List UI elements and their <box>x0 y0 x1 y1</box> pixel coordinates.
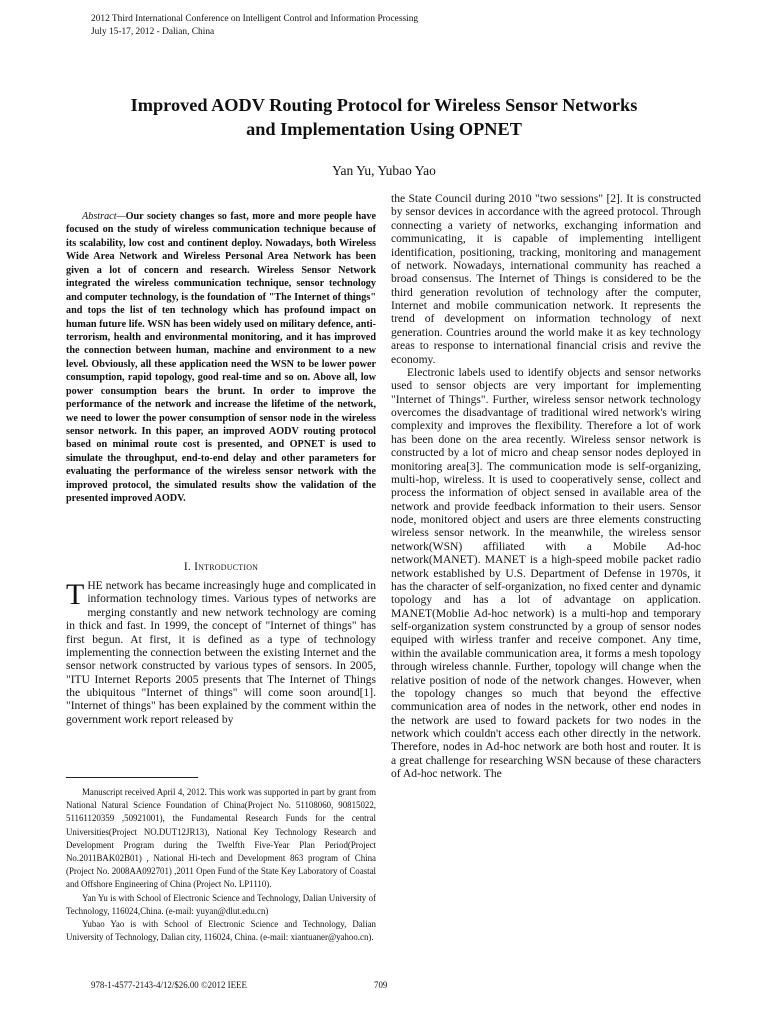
footnote-manuscript: Manuscript received April 4, 2012. This work was supported in part by grant from National Natural Science Foundation of China(Project No. 51108060, 90815022, 51161120359 ,50921001), the Fundamental Research Funds for the central Universities(Project NO.DUT12JR13), National Key Technology Research and Development Program during the Twelfth Five-Year Plan Period(Project No.2011BAK02B01) , National Hi-tech and Development 863 program of China (Project No. 2008AA092701) ,2011 Open Fund of the State Key Laboratory of Coastal and Offshore Engineering of China (Project No. LP1110). <box>66 787 376 890</box>
paragraph-2: Electronic labels used to identify objects and sensor networks used to sensor objects are very important for implementing "Internet of Things". Further, wireless sensor network technology overcomes the disadvantage of traditional wired network's wiring complexity and improves the flexibility. Therefore a lot of work has been done on the area recently. Wireless sensor network is constructed by a lot of micro and cheap sensor nodes deployed in monitoring area[3]. The communication mode is self-organizing, multi-hop, wireless. It is used to cooperatively sense, collect and process the information of object sensed in available area of the network and provide feedback information to their users. Sensor node, monitored object and users are three elements constructing wireless sensor network. In the meanwhile, the wireless sensor network(WSN) affiliated with a Mobile Ad-hoc network(MANET). MANET is a high-speed mobile packet radio network established by U.S. Department of Defense in 1970s, it has the character of self-organization, no fixed center and dynamic topology and has a lot of advantage on application. MANET(Moblie Ad-hoc network) is a multi-hop and temporary self-organization system construncted by a group of sensor nodes equiped with wirless tranfer and receive componet. Any time, within the available communication area, it forms a mesh topology through wireless channle. Further, topology will change when the relative position of node of the network changes. However, when the topology changes so much that beyond the effective communication area of nodes in the network, other end nodes in the network are used to foward packets for two nodes in the network which couldn't access each other directly in the network. Therefore, nodes in Ad-hoc network are both host and router. It is a great challenge for researching WSN because of these characters of Ad-hoc network. The <box>391 366 701 781</box>
drop-cap: T <box>66 578 85 611</box>
abstract-label: Abstract <box>82 211 117 222</box>
section-heading <box>66 560 376 573</box>
footnote-rule <box>66 777 198 778</box>
footnotes <box>66 786 376 944</box>
abstract <box>66 210 376 506</box>
right-column <box>391 193 701 782</box>
footnote-author-2: Yubao Yao is with School of Electronic Science and Technology, Dalian University of Technology, Dalian city, 116024, China. (e-mail: xiantuaner@yahoo.cn). <box>66 919 376 943</box>
abstract-dash: — <box>116 211 126 222</box>
authors: Yan Yu, Yubao Yao <box>332 163 436 178</box>
isbn-footer: 978-1-4577-2143-4/12/$26.00 ©2012 IEEE <box>91 980 247 990</box>
paper-title <box>40 93 728 141</box>
title-line-1: Improved AODV Routing Protocol for Wireless Sensor Networks <box>130 95 638 115</box>
footnote-author-1: Yan Yu is with School of Electronic Science and Technology, Dalian University of Technology, 116024,China. (e-mail: yuyan@dlut.edu.cn) <box>66 892 376 916</box>
paragraph-1-continued: the State Council during 2010 "two sessions" [2]. It is constructed by sensor devices in accordance with the agreed protocol. Through connecting a variety of networks, exchanging information and communicating, it is capable of implementing intelligent identification, positioning, tracking, monitoring and management of network. Nowadays, international community has reached a broad consensus. The Internet of Things is considered to be the third generation revolution of technology after the computer, Internet and mobile communication network. It represents the trend of development on information technology of next generation. Countries around the world make it as key technology areas to response to international financial crisis and revive the economy. <box>391 193 701 366</box>
intro-p1-text: HE network has became increasingly huge and complicated in information technology times. Various types of networks are merging constantly and new network technology are coming in thick and fast. In 1999, the concept of "Internet of things" has first begun. At first, it is defined as a type of technology implementing the connection between the existing Internet and the sensor network constructed by various types of sensors. In 2005, "ITU Internet Reports 2005 presents that The Internet of Things the ubiquitous "Internet of things" will come soon around[1]. "Internet of things" has been explained by the comment within the government work report released by <box>66 580 376 726</box>
title-line-2: and Implementation Using OPNET <box>246 119 522 139</box>
intro-paragraph-1 <box>66 580 376 727</box>
section-title: Introduction <box>194 560 259 573</box>
abstract-text: Our society changes so fast, more and more people have focused on the study of wireless communication technique because of its scalability, low cost and continent deploy. Nowadays, both Wireless Wide Area Network and Wireless Personal Area Network has been given a lot of concern and research. Wireless Sensor Network integrated the wireless communication technique, sensor technology and computer technology, is the foundation of "The Internet of things" and tops the list of ten technology which has profound impact on human future life. WSN has been widely used on military defence, anti-terrorism, health and environmental monitoring, and it has improved the connection between human, machine and environment to a new level. Obviously, all these application need the WSN to be lower power consumption, rapid topology, good real-time and so on. Above all, low power consumption bears the brunt. In order to improve the performance of the network and increase the lifetime of the network, we need to lower the power consumption of sensor node in the wireless sensor network. In this paper, an improved AODV routing protocol based on minimal route cost is presented, and OPNET is used to simulate the throughput, end-to-end delay and other parameters for evaluating the performance of the wireless sensor network with the improved protocol, the simulated results show the validation of the presented improved AODV. <box>66 211 376 505</box>
conference-name: 2012 Third International Conference on Intelligent Control and Information Processing <box>91 14 419 24</box>
page-number: 709 <box>374 980 388 990</box>
conference-header <box>91 13 418 39</box>
section-number: I. <box>183 560 191 573</box>
conference-date: July 15-17, 2012 - Dalian, China <box>91 27 215 37</box>
intro-column-left <box>66 580 376 727</box>
